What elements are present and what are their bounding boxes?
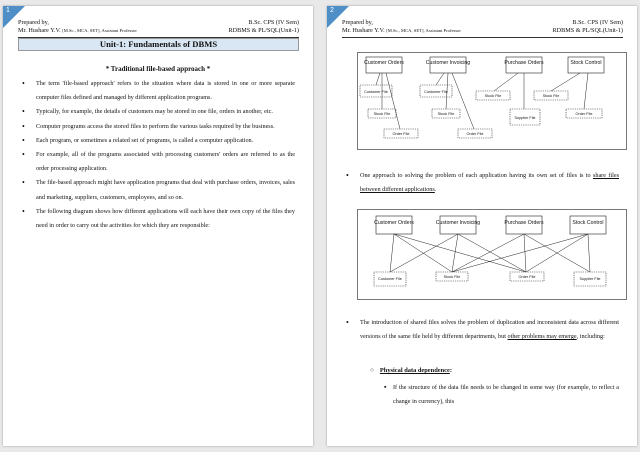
underlined-text: share files between different applications [360,172,619,194]
section-title: * Traditional file-based approach * [105,65,211,73]
file-label: Customer File [424,90,448,94]
app-label: Customer Orders [364,60,404,66]
header-subject: RDBMS & PL/SQL(Unit-1) [228,27,299,34]
list-item: • The following diagram shows how different applications will each have their own copy of the files they need in order to carry out the activities for which they are responsible: [17,205,295,233]
bullet-text: . [434,186,437,194]
file-label: Stock File [437,112,455,116]
bullet-text: The introduction of shared files solves the problem of duplication and inconsistent data across different versions of the same file held by different departments, but [360,319,619,341]
list-item [341,169,619,197]
shared-files-diagram [357,209,627,300]
page-header [342,19,623,35]
file-label: Order File [466,132,484,136]
list-item: • Typically, for example, the details of customers may be stored in one file, orders in another, etc. [17,105,295,119]
bullet-list [341,169,619,197]
header-subject: RDBMS & PL/SQL(Unit-1) [552,27,623,34]
app-label: Purchase Orders [504,220,544,226]
file-label: Stock File [542,94,560,98]
file-label: Order File [392,132,410,136]
circle-bullet-icon: ○ [370,367,374,374]
list-item: • The term 'file-based approach' refers to the situation where data is stored in one or more separate computer files defined and managed by different application programs. [17,77,295,105]
page-2 [327,6,637,446]
file-label: Stock File [443,275,461,279]
app-label: Purchase Orders [504,60,544,66]
file-label: Order File [575,112,593,116]
file-label: Supplier File [579,277,601,281]
header-prepared-by: Prepared by, [342,19,373,26]
subheading [370,367,452,374]
underlined-text: other problems may emerge [507,333,577,341]
header-course: B.Sc. CPS (IV Sem) [572,19,623,26]
separate-files-diagram [357,52,627,150]
sub-bullet: ▪ If the structure of the data file needs to be changed in some way (for example, to reflect a change in currency), this [384,381,619,408]
header-author-credentials: [M.Sc., MCA, SET], Assistant Professor [386,28,461,33]
subheading-text: Physical data dependence [379,367,450,374]
app-label: Customer Orders [374,220,414,226]
list-item: • Each program, or sometimes a related set of programs, is called a computer application. [17,134,295,148]
header-prepared-by: Prepared by, [18,19,49,26]
page-1 [3,6,313,446]
page-header [18,19,299,35]
header-rule [342,37,623,38]
file-label: Customer File [378,277,402,281]
subheading-colon: : [449,367,452,374]
app-label: Customer Invoicing [425,60,471,66]
file-label: Customer File [364,90,388,94]
list-item: • Computer programs access the stored files to perform the various tasks required by the business. [17,120,295,134]
header-author: Mr. Hushare Y.V. [18,27,61,34]
list-item: • For example, all of the programs associated with processing customers' orders are referred to as the order processing application. [17,148,295,176]
header-author-credentials: [M.Sc., MCA, SET], Assistant Professor [62,28,137,33]
header-author: Mr. Hushare Y.V. [342,27,385,34]
bullet-text: , including: [576,333,605,341]
file-label: Stock File [484,94,502,98]
file-label: Stock File [373,112,391,116]
list-item: • The file-based approach might have application programs that deal with purchase orders, invoices, sales and marketing, suppliers, customers, employees, and so on. [17,176,295,204]
page-number: 1 [6,7,10,14]
app-label: Customer Invoicing [435,220,481,226]
bullet-list [17,77,295,233]
unit-title: Unit-1: Fundamentals of DBMS [18,38,299,51]
file-label: Order File [518,275,536,279]
bullet-text: One approach to solving the problem of each application having its own set of files is to [360,172,593,179]
list-item [341,316,619,344]
bullet-list [341,316,619,344]
app-label: Stock Control [570,60,602,66]
app-label: Stock Control [572,220,604,226]
page-number: 2 [330,7,334,14]
header-course: B.Sc. CPS (IV Sem) [248,19,299,26]
file-label: Supplier File [514,116,536,120]
